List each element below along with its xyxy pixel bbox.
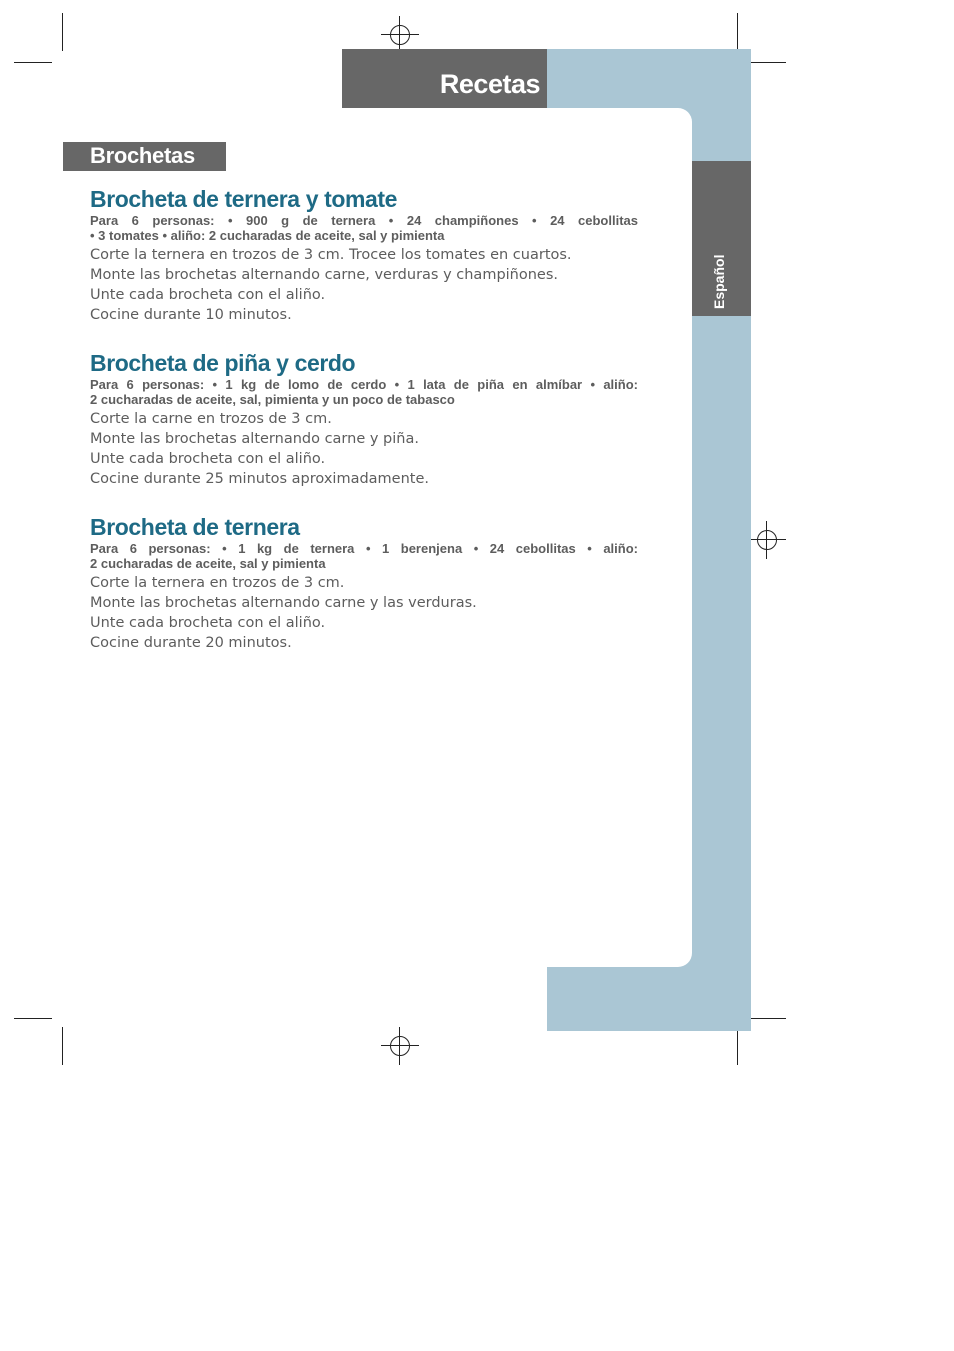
recipe-step: Cocine durante 20 minutos. [90, 635, 292, 651]
ingredients-line: • 3 tomates • aliño: 2 cucharadas de aceite, sal y pimienta [90, 228, 445, 243]
recipe-step: Unte cada brocheta con el aliño. [90, 615, 326, 631]
section-title: Brochetas [90, 143, 195, 168]
registration-mark-icon [381, 1027, 419, 1065]
ingredients-line: 2 cucharadas de aceite, sal, pimienta y un poco de tabasco [90, 392, 455, 407]
recipe-ingredients [90, 377, 638, 407]
recipe-step: Corte la ternera en trozos de 3 cm. Trocee los tomates en cuartos. [90, 247, 572, 263]
recipe-step: Corte la carne en trozos de 3 cm. [90, 411, 332, 427]
crop-mark [748, 1018, 786, 1019]
recipe-step: Cocine durante 10 minutos. [90, 307, 292, 323]
recipe-step: Cocine durante 25 minutos aproximadamente. [90, 471, 429, 487]
language-tab-label: Español [711, 254, 727, 309]
recipe-ingredients [90, 213, 638, 243]
page-title: Recetas [439, 69, 540, 99]
crop-mark [62, 1027, 63, 1065]
recipe-steps [90, 573, 638, 653]
ingredients-line: Para 6 personas: • 1 kg de ternera • 1 berenjena • 24 cebollitas • aliño: [90, 541, 638, 556]
ingredients-line: 2 cucharadas de aceite, sal y pimienta [90, 556, 326, 571]
recipe-steps [90, 245, 638, 325]
recipe-step: Monte las brochetas alternando carne y las verduras. [90, 595, 477, 611]
section-header [63, 142, 226, 171]
recipe-step: Unte cada brocheta con el aliño. [90, 287, 326, 303]
recipe-title: Brocheta de piña y cerdo [90, 350, 356, 376]
crop-mark [737, 13, 738, 51]
ingredients-line: Para 6 personas: • 900 g de ternera • 24 champiñones • 24 cebollitas [90, 213, 638, 228]
recipe-ingredients [90, 541, 638, 571]
recipe-step: Unte cada brocheta con el aliño. [90, 451, 326, 467]
ingredients-line: Para 6 personas: • 1 kg de lomo de cerdo • 1 lata de piña en almíbar • aliño: [90, 377, 638, 392]
crop-mark [737, 1027, 738, 1065]
recipe-steps [90, 409, 638, 489]
recipe [90, 513, 638, 653]
crop-mark [14, 1018, 52, 1019]
crop-mark [62, 13, 63, 51]
recipe-step: Monte las brochetas alternando carne, verduras y champiñones. [90, 267, 559, 283]
recipe-title: Brocheta de ternera [90, 514, 300, 540]
recipe-title: Brocheta de ternera y tomate [90, 186, 398, 212]
recipe [90, 185, 638, 325]
crop-mark [14, 62, 52, 63]
title-bar [342, 49, 547, 108]
crop-mark [748, 62, 786, 63]
recipe-step: Monte las brochetas alternando carne y piña. [90, 431, 419, 447]
recipe-step: Corte la ternera en trozos de 3 cm. [90, 575, 345, 591]
recipe [90, 349, 638, 489]
registration-mark-icon [748, 521, 786, 559]
